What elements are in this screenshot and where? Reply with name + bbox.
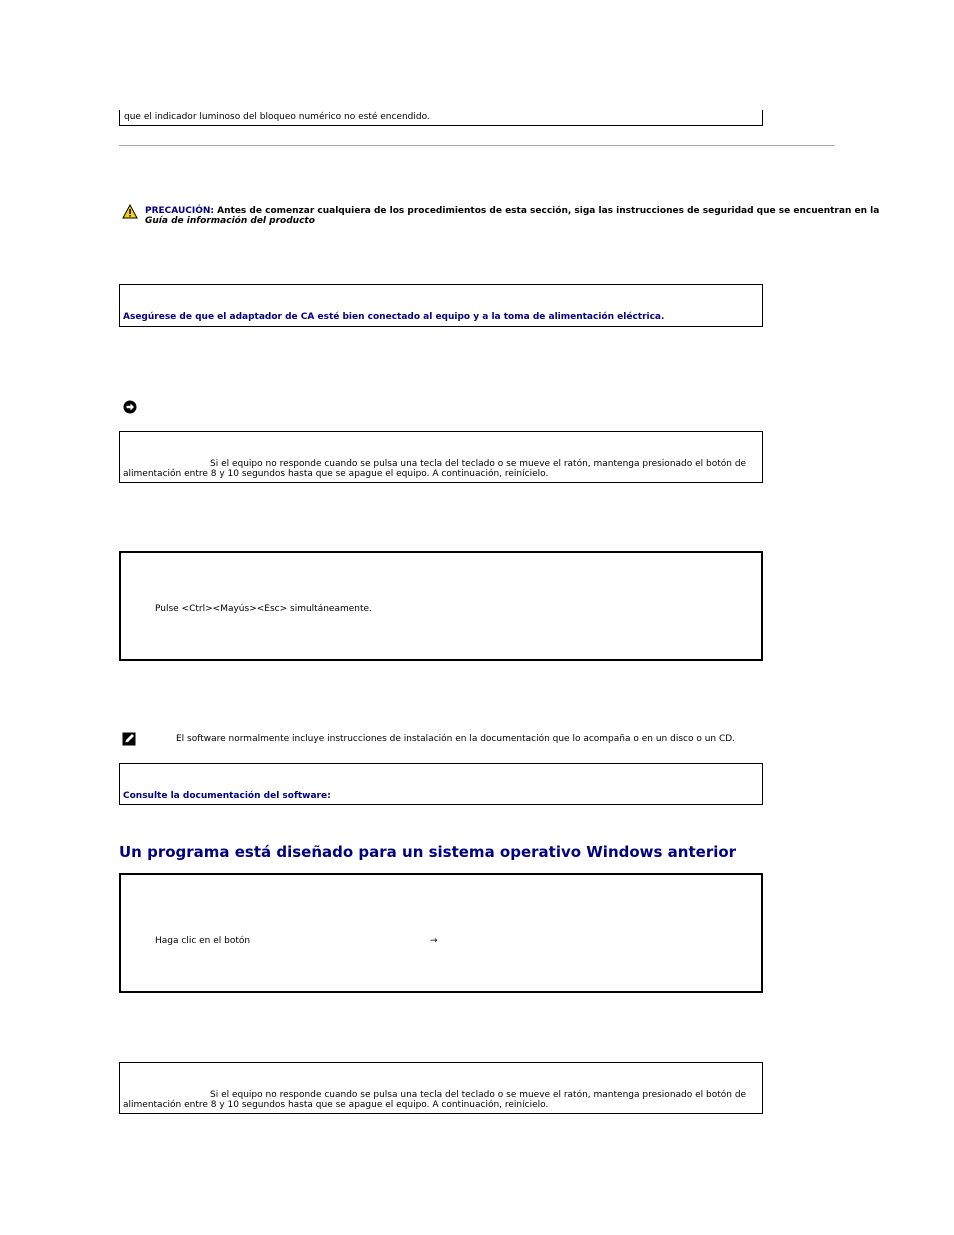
power-box-2-line1: Si el equipo no responde cuando se pulsa una tecla del teclado o se mueve el ratón, mantenga presionado el botón de xyxy=(210,1090,747,1100)
horizontal-rule xyxy=(119,145,835,146)
arrow-icon: → xyxy=(430,936,438,946)
caution-block xyxy=(145,206,880,226)
adapter-box-text: Asegúrese de que el adaptador de CA esté bien conectado al equipo y a la toma de alimentación eléctrica. xyxy=(123,312,665,322)
start-box xyxy=(119,873,763,993)
caution-icon xyxy=(122,204,138,219)
start-box-text: Haga clic en el botón xyxy=(155,936,251,946)
adapter-box xyxy=(119,284,763,327)
caution-guide-title: Guía de información del producto xyxy=(145,216,315,226)
caution-label: PRECAUCIÓN: xyxy=(145,206,215,216)
software-box xyxy=(119,763,763,805)
keys-box xyxy=(119,551,763,661)
section-heading: Un programa está diseñado para un sistema operativo Windows anterior xyxy=(119,843,737,861)
power-box-1 xyxy=(119,431,763,483)
keys-box-text: Pulse <Ctrl><Mayús><Esc> simultáneamente. xyxy=(155,604,372,614)
note-icon xyxy=(122,732,136,746)
note-text: El software normalmente incluye instrucciones de instalación en la documentación que lo acompaña o en un disco o un CD. xyxy=(176,734,736,744)
software-box-text: Consulte la documentación del software: xyxy=(123,791,331,801)
top-box xyxy=(119,110,763,126)
power-box-1-line2: alimentación entre 8 y 10 segundos hasta que se apague el equipo. A continuación, reinícielo. xyxy=(123,469,549,479)
caution-text: Antes de comenzar cualquiera de los procedimientos de esta sección, siga las instrucciones de seguridad que se encuentran en la xyxy=(217,206,880,216)
power-box-1-line1: Si el equipo no responde cuando se pulsa una tecla del teclado o se mueve el ratón, mantenga presionado el botón de xyxy=(210,459,747,469)
power-box-2 xyxy=(119,1062,763,1114)
top-box-text: que el indicador luminoso del bloqueo numérico no esté encendido. xyxy=(124,112,430,122)
power-box-2-line2: alimentación entre 8 y 10 segundos hasta que se apague el equipo. A continuación, reinícielo. xyxy=(123,1100,549,1110)
notice-icon xyxy=(123,400,137,414)
